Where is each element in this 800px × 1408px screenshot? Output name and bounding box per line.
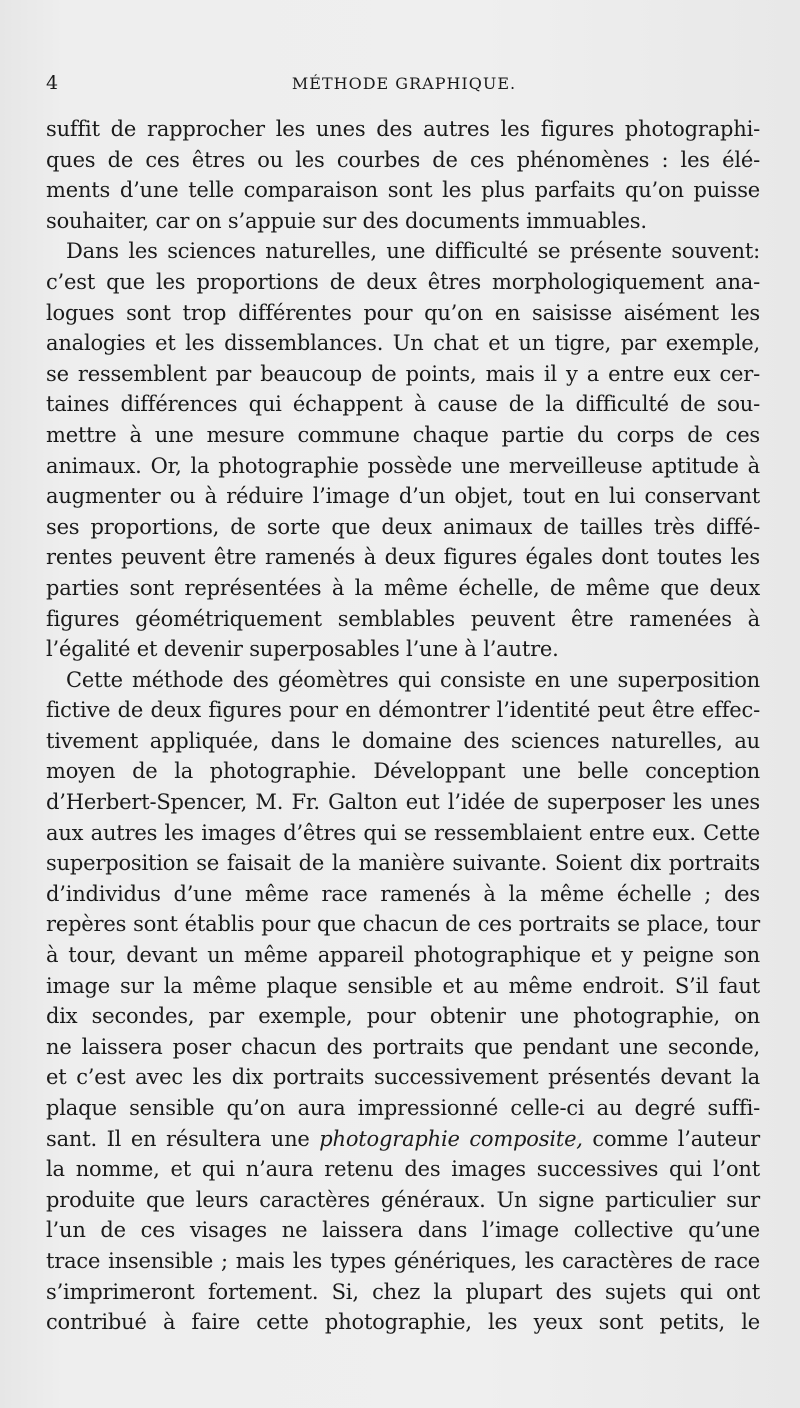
paragraph-start-line: Cette méthode des géomètres qui consiste en une superposition bbox=[66, 667, 760, 692]
text-line: l’un de ces visages ne laissera dans l’image collective qu’une bbox=[46, 1218, 760, 1243]
text-line: ses proportions, de sorte que deux animaux de tailles très diffé- bbox=[46, 514, 760, 539]
text-line: c’est que les proportions de deux êtres morphologiquement ana- bbox=[46, 269, 760, 294]
running-title: MÉTHODE GRAPHIQUE. bbox=[291, 74, 517, 93]
text-line: analogies et les dissemblances. Un chat et un tigre, par exemple, bbox=[46, 331, 760, 356]
text-line: superposition se faisait de la manière suivante. Soient dix portraits bbox=[46, 851, 760, 876]
text-line: produite que leurs caractères généraux. Un signe particulier sur bbox=[46, 1187, 760, 1212]
text-line-with-italic bbox=[46, 1124, 760, 1155]
text-line: rentes peuvent être ramenés à deux figures égales dont toutes les bbox=[46, 545, 760, 570]
paragraph-start-line: Dans les sciences naturelles, une difficulté se présente souvent: bbox=[66, 239, 760, 264]
text-line: augmenter ou à réduire l’image d’un objet, tout en lui conservant bbox=[46, 484, 760, 509]
text-line: animaux. Or, la photographie possède une merveilleuse aptitude à bbox=[46, 453, 760, 478]
text-line: se ressemblent par beaucoup de points, mais il y a entre eux cer- bbox=[46, 361, 760, 386]
text-line: parties sont représentées à la même échelle, de même que deux bbox=[46, 575, 760, 600]
text-line: d’individus d’une même race ramenés à la même échelle ; des bbox=[46, 881, 760, 906]
text-line: logues sont trop différentes pour qu’on en saisisse aisément les bbox=[46, 300, 760, 325]
body-text bbox=[46, 114, 760, 1338]
text-line: à tour, devant un même appareil photographique et y peigne son bbox=[46, 943, 760, 968]
text-line: contribué à faire cette photographie, les yeux sont petits, le bbox=[46, 1310, 760, 1335]
text-line: ques de ces êtres ou les courbes de ces phénomènes : les élé- bbox=[46, 147, 760, 172]
text-line: image sur la même plaque sensible et au même endroit. S’il faut bbox=[46, 973, 760, 998]
text-line: l’égalité et devenir superposables l’une à l’autre. bbox=[46, 637, 559, 662]
text-line: s’imprimeront fortement. Si, chez la plupart des sujets qui ont bbox=[46, 1279, 760, 1304]
italic-term: photographie composite, bbox=[319, 1126, 583, 1151]
text-line: plaque sensible qu’on aura impressionné celle-ci au degré suffi- bbox=[46, 1096, 760, 1120]
text-line: fictive de deux figures pour en démontrer l’identité peut être effec- bbox=[46, 698, 760, 723]
page-header bbox=[46, 72, 762, 102]
text-line: ne laissera poser chacun des portraits que pendant une seconde, bbox=[46, 1034, 760, 1059]
text-line: tivement appliquée, dans le domaine des sciences naturelles, au bbox=[46, 728, 760, 753]
text-line: souhaiter, car on s’appuie sur des documents immuables. bbox=[46, 208, 647, 233]
text-line: taines différences qui échappent à cause de la difficulté de sou- bbox=[46, 392, 760, 417]
text-line: mettre à une mesure commune chaque partie du corps de ces bbox=[46, 422, 760, 447]
page-number: 4 bbox=[46, 72, 59, 94]
text-line: repères sont établis pour que chacun de ces portraits se place, tour bbox=[46, 912, 760, 937]
text-line: et c’est avec les dix portraits successivement présentés devant la bbox=[46, 1065, 760, 1090]
text-line: suffit de rapprocher les unes des autres les figures photographi- bbox=[46, 117, 760, 141]
text-line: la nomme, et qui n’aura retenu des images successives qui l’ont bbox=[46, 1157, 760, 1182]
text-line: ments d’une telle comparaison sont les plus parfaits qu’on puisse bbox=[46, 178, 760, 203]
text-line: figures géométriquement semblables peuvent être ramenées à bbox=[46, 606, 760, 631]
text-line: d’Herbert-Spencer, M. Fr. Galton eut l’idée de superposer les unes bbox=[46, 790, 760, 815]
text-segment: comme l’auteur bbox=[582, 1126, 760, 1151]
text-line: moyen de la photographie. Développant une belle conception bbox=[46, 759, 760, 784]
text-line: aux autres les images d’êtres qui se ressemblaient entre eux. Cette bbox=[46, 820, 760, 845]
text-line: dix secondes, par exemple, pour obtenir une photographie, on bbox=[46, 1004, 760, 1029]
text-segment: sant. Il en résultera une bbox=[46, 1126, 320, 1151]
text-line: trace insensible ; mais les types génériques, les caractères de race bbox=[46, 1248, 760, 1273]
